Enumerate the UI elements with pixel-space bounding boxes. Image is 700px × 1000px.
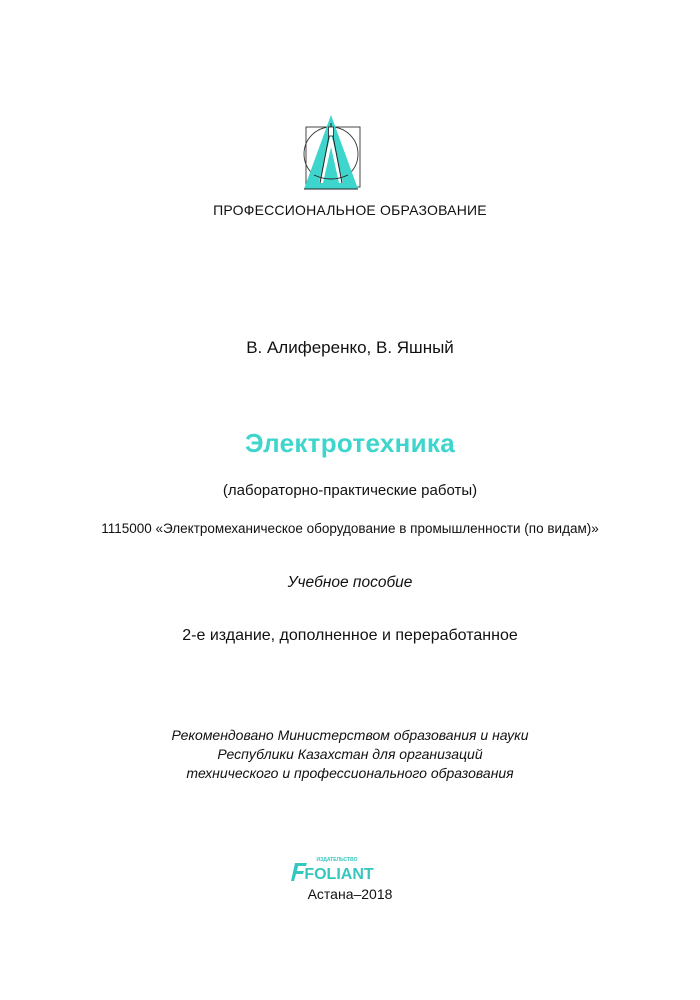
recommendation-line: Республики Казахстан для организаций [217,746,483,762]
authors: В. Алиференко, В. Яшный [246,338,454,357]
recommendation-line: Рекомендовано Министерством образования и науки [171,727,529,743]
book-subtitle: (лабораторно-практические работы) [222,482,478,499]
book-title: Электротехника [244,428,456,458]
city-year: Астана–2018 [307,886,393,902]
recommendation-line: технического и профессионального образования [186,765,514,781]
foliant-publisher-logo-icon [285,855,377,883]
specialty-code: 1115000 «Электромеханическое оборудование в промышленности (по видам)» [101,521,599,536]
publisher-logo-text: FOLIANT [304,866,374,883]
document-type: Учебное пособие [287,574,413,591]
series-title: ПРОФЕССИОНАЛЬНОЕ ОБРАЗОВАНИЕ [213,202,487,218]
publisher-logo-top-text: ИЗДАТЕЛЬСТВО [316,857,358,863]
edition-info: 2-е издание, дополненное и переработанное [182,627,518,644]
recommendation-text [0,726,700,783]
compass-triangle-logo-icon [300,113,364,191]
